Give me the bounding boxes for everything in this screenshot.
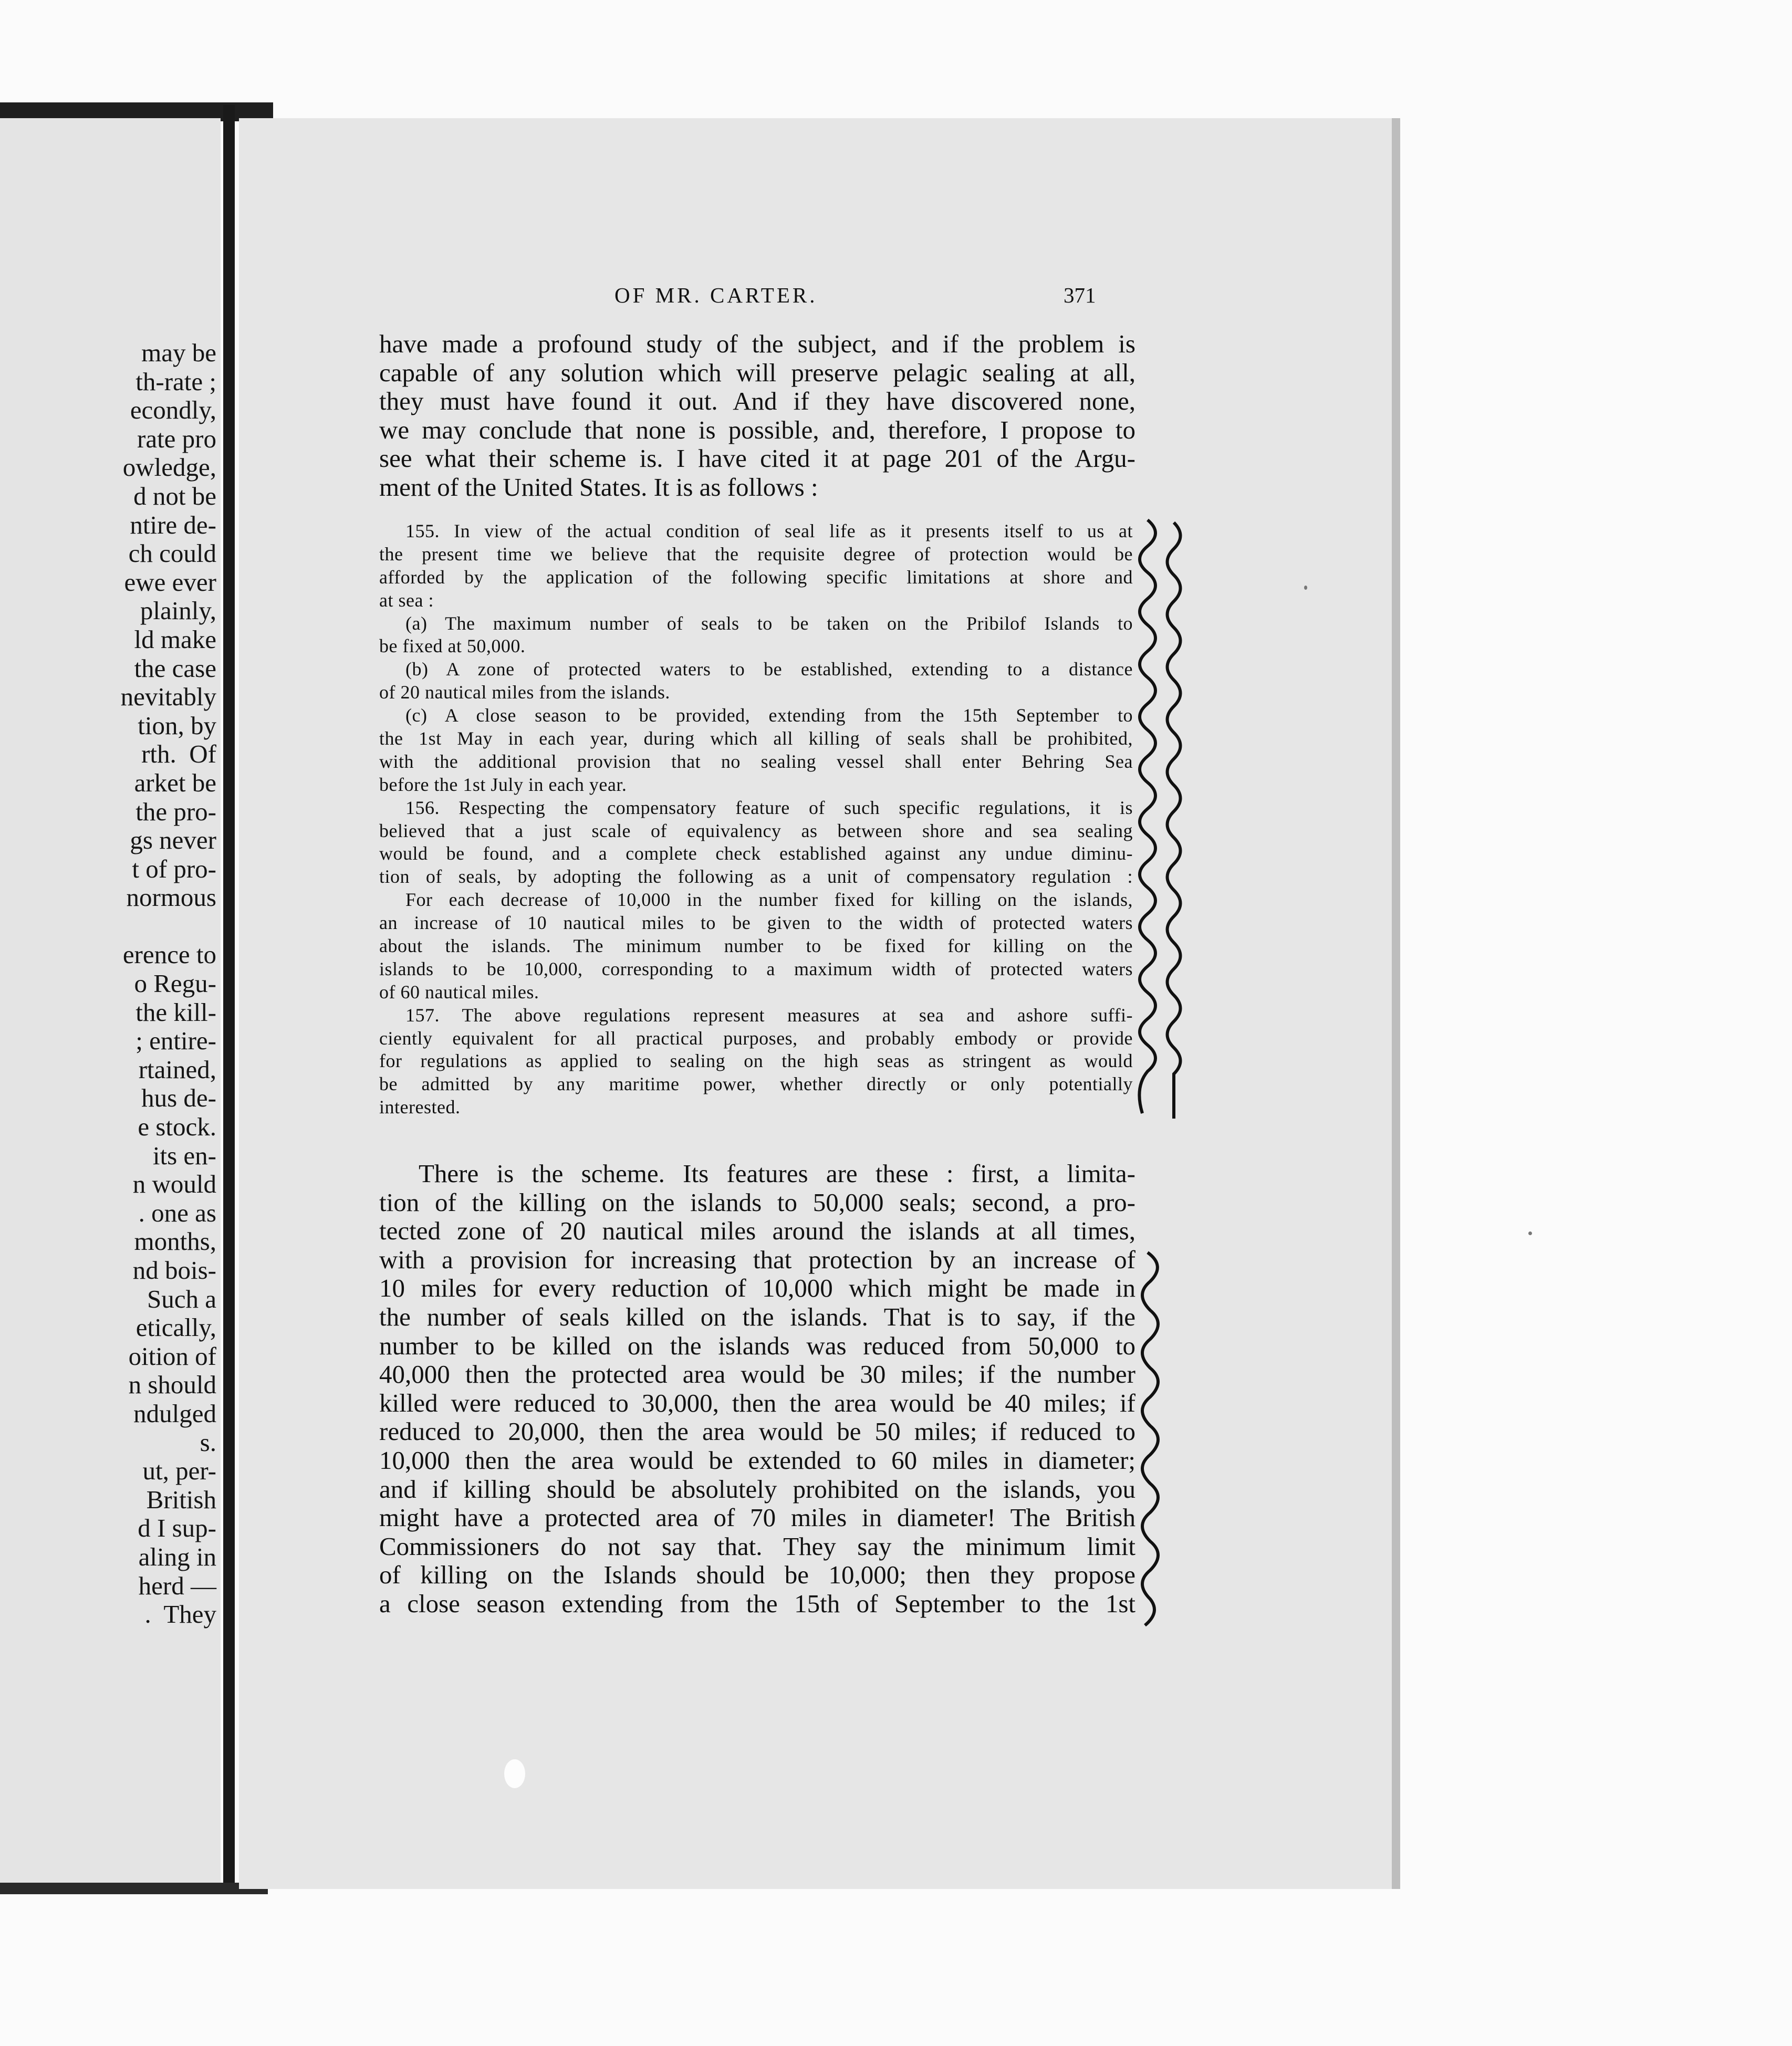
text-line: of 20 nautical miles from the islands. bbox=[379, 682, 670, 703]
text-line: oition of bbox=[128, 1341, 216, 1371]
text-line: the present time we believe that the requisite degree of protection would be bbox=[379, 543, 1133, 565]
text-line: of killing on the Islands should be 10,000; then they propose bbox=[379, 1560, 1135, 1590]
text-line: islands to be 10,000, corresponding to a maximum width of protected waters bbox=[379, 958, 1133, 979]
text-line: d I sup- bbox=[138, 1513, 216, 1543]
book-edge-bottom bbox=[0, 1883, 268, 1894]
text-line: nevitably bbox=[120, 682, 216, 712]
text-line: killed were reduced to 30,000, then the area would be 40 miles; if bbox=[379, 1388, 1135, 1417]
text-line: nd bois- bbox=[132, 1256, 216, 1285]
running-header: OF MR. CARTER. bbox=[614, 283, 818, 307]
text-line: number to be killed on the islands was reduced from 50,000 to bbox=[379, 1331, 1135, 1360]
text-line: tected zone of 20 nautical miles around the islands at all times, bbox=[379, 1216, 1135, 1246]
text-line: ndulged bbox=[133, 1398, 216, 1428]
text-line: would be found, and a complete check established against any undue diminu- bbox=[379, 843, 1133, 864]
text-line: owledge, bbox=[122, 453, 216, 482]
text-line: ch could bbox=[128, 539, 216, 568]
text-line bbox=[121, 912, 216, 941]
text-line: with a provision for increasing that protection by an increase of bbox=[379, 1245, 1135, 1274]
text-line: 10 miles for every reduction of 10,000 which might be made in bbox=[379, 1273, 1135, 1303]
text-line: 155. In view of the actual condition of seal life as it presents itself to us at bbox=[405, 520, 1133, 541]
text-line: might have a protected area of 70 miles in diameter! The British bbox=[379, 1503, 1135, 1532]
text-line: reduced to 20,000, then the area would be 50 miles; if reduced to bbox=[379, 1417, 1135, 1446]
text-line: o Regu- bbox=[134, 969, 216, 998]
text-line: before the 1st July in each year. bbox=[379, 774, 627, 795]
text-line: aling in bbox=[138, 1542, 216, 1571]
text-line: normous bbox=[126, 883, 216, 912]
text-line: afforded by the application of the following specific limitations at shore and bbox=[379, 566, 1133, 588]
text-line: rate pro bbox=[137, 424, 216, 453]
text-line: n would bbox=[132, 1170, 216, 1199]
text-line: with the additional provision that no sealing vessel shall enter Behring Sea bbox=[379, 750, 1133, 772]
paragraph-scheme bbox=[379, 1160, 1135, 1619]
text-line: . They bbox=[144, 1600, 216, 1629]
text-line: 10,000 then the area would be extended to 60 miles in diameter; bbox=[379, 1445, 1135, 1475]
text-line: tion, by bbox=[138, 711, 216, 740]
text-line: the pro- bbox=[136, 797, 216, 826]
quoted-regulations bbox=[379, 520, 1133, 1119]
text-line: ut, per- bbox=[142, 1456, 216, 1486]
text-line: they must have found it out. And if they have discovered none, bbox=[379, 387, 1135, 416]
text-line: and if killing should be absolutely prohibited on the islands, you bbox=[379, 1474, 1135, 1504]
scan-speck bbox=[1304, 586, 1307, 590]
text-line: 156. Respecting the compensatory feature of such specific regulations, it is bbox=[405, 797, 1133, 818]
left-page bbox=[0, 118, 221, 1888]
text-line: see what their scheme is. I have cited it at page 201 of the Argu- bbox=[379, 444, 1135, 473]
text-line: be admitted by any maritime power, whether directly or only potentially bbox=[379, 1073, 1133, 1095]
text-line: be fixed at 50,000. bbox=[379, 635, 526, 657]
text-line: its en- bbox=[152, 1141, 216, 1170]
text-line: s. bbox=[200, 1427, 216, 1457]
text-line: hus de- bbox=[141, 1083, 216, 1113]
text-line: ; entire- bbox=[136, 1026, 216, 1056]
text-line: ntire de- bbox=[130, 510, 216, 539]
text-line: ld make bbox=[134, 624, 216, 654]
text-line: the case bbox=[134, 653, 216, 683]
text-line: arket be bbox=[134, 768, 216, 797]
text-line: th-rate ; bbox=[136, 367, 216, 396]
text-line: believed that a just scale of equivalency as between shore and sea sealing bbox=[379, 820, 1133, 841]
page-edge-shadow bbox=[1392, 118, 1400, 1889]
text-line: Such a bbox=[147, 1284, 216, 1313]
text-line: . one as bbox=[138, 1198, 216, 1227]
text-line: ciently equivalent for all practical purposes, and probably embody or provide bbox=[379, 1027, 1133, 1049]
text-line: herd — bbox=[138, 1571, 216, 1600]
text-line: n should bbox=[128, 1370, 216, 1400]
text-line: t of pro- bbox=[132, 854, 216, 883]
text-line: interested. bbox=[379, 1097, 461, 1118]
text-line: a close season extending from the 15th of September to the 1st bbox=[379, 1589, 1135, 1618]
text-line: for regulations as applied to sealing on the high seas as stringent as would bbox=[379, 1050, 1133, 1072]
text-line: British bbox=[146, 1485, 216, 1514]
text-line: ewe ever bbox=[124, 567, 216, 597]
text-line: etically, bbox=[136, 1313, 216, 1342]
text-line: (a) The maximum number of seals to be taken on the Pribilof Islands to bbox=[405, 612, 1133, 634]
text-line: about the islands. The minimum number to be fixed for killing on the bbox=[379, 935, 1133, 957]
margin-wavy-line-3 bbox=[1140, 1250, 1176, 1628]
text-line: the 1st May in each year, during which all killing of seals shall be prohibited, bbox=[379, 728, 1133, 749]
text-line: 157. The above regulations represent measures at sea and ashore suffi- bbox=[405, 1004, 1133, 1026]
text-line: capable of any solution which will preserve pelagic sealing at all, bbox=[379, 358, 1135, 387]
margin-wavy-line-2 bbox=[1163, 520, 1195, 1119]
text-line: There is the scheme. Its features are these : first, a limita- bbox=[419, 1159, 1135, 1188]
scan-speck bbox=[1528, 1231, 1532, 1235]
text-line: tion of the killing on the islands to 50,000 seals; second, a pro- bbox=[379, 1187, 1135, 1217]
text-line: 40,000 then the protected area would be 30 miles; if the number bbox=[379, 1360, 1135, 1389]
text-line: months, bbox=[134, 1227, 216, 1256]
text-line: may be bbox=[141, 338, 216, 367]
text-line: erence to bbox=[122, 940, 216, 969]
text-line: the number of seals killed on the islands. That is to say, if the bbox=[379, 1302, 1135, 1331]
text-line: tion of seals, by adopting the following as a unit of compensatory regulation : bbox=[379, 866, 1133, 888]
text-line: ment of the United States. It is as follows : bbox=[379, 472, 818, 502]
text-line: For each decrease of 10,000 in the number fixed for killing on the islands, bbox=[405, 889, 1133, 911]
text-line: have made a profound study of the subject, and if the problem is bbox=[379, 329, 1135, 358]
text-line: d not be bbox=[133, 481, 216, 510]
text-line: of 60 nautical miles. bbox=[379, 981, 539, 1003]
text-line: e stock. bbox=[138, 1112, 216, 1142]
text-line: an increase of 10 nautical miles to be given to the width of protected waters bbox=[379, 912, 1133, 934]
paragraph-intro bbox=[379, 330, 1135, 502]
left-page-text bbox=[121, 339, 216, 1629]
book-spine bbox=[223, 105, 235, 1891]
text-line: plainly, bbox=[140, 596, 216, 625]
text-line: Commissioners do not say that. They say the minimum limit bbox=[379, 1531, 1135, 1561]
page-number: 371 bbox=[1064, 283, 1096, 307]
scan-speck bbox=[504, 1759, 525, 1788]
text-line: gs never bbox=[130, 826, 216, 855]
text-line: (b) A zone of protected waters to be established, extending to a distance bbox=[405, 659, 1133, 680]
text-line: at sea : bbox=[379, 589, 434, 611]
text-line: rtained, bbox=[138, 1055, 216, 1084]
text-line: the kill- bbox=[136, 997, 216, 1027]
text-line: rth. Of bbox=[141, 739, 216, 769]
text-line: we may conclude that none is possible, and, therefore, I propose to bbox=[379, 415, 1135, 444]
text-line: (c) A close season to be provided, extending from the 15th September to bbox=[405, 705, 1133, 726]
text-line: econdly, bbox=[130, 395, 216, 425]
